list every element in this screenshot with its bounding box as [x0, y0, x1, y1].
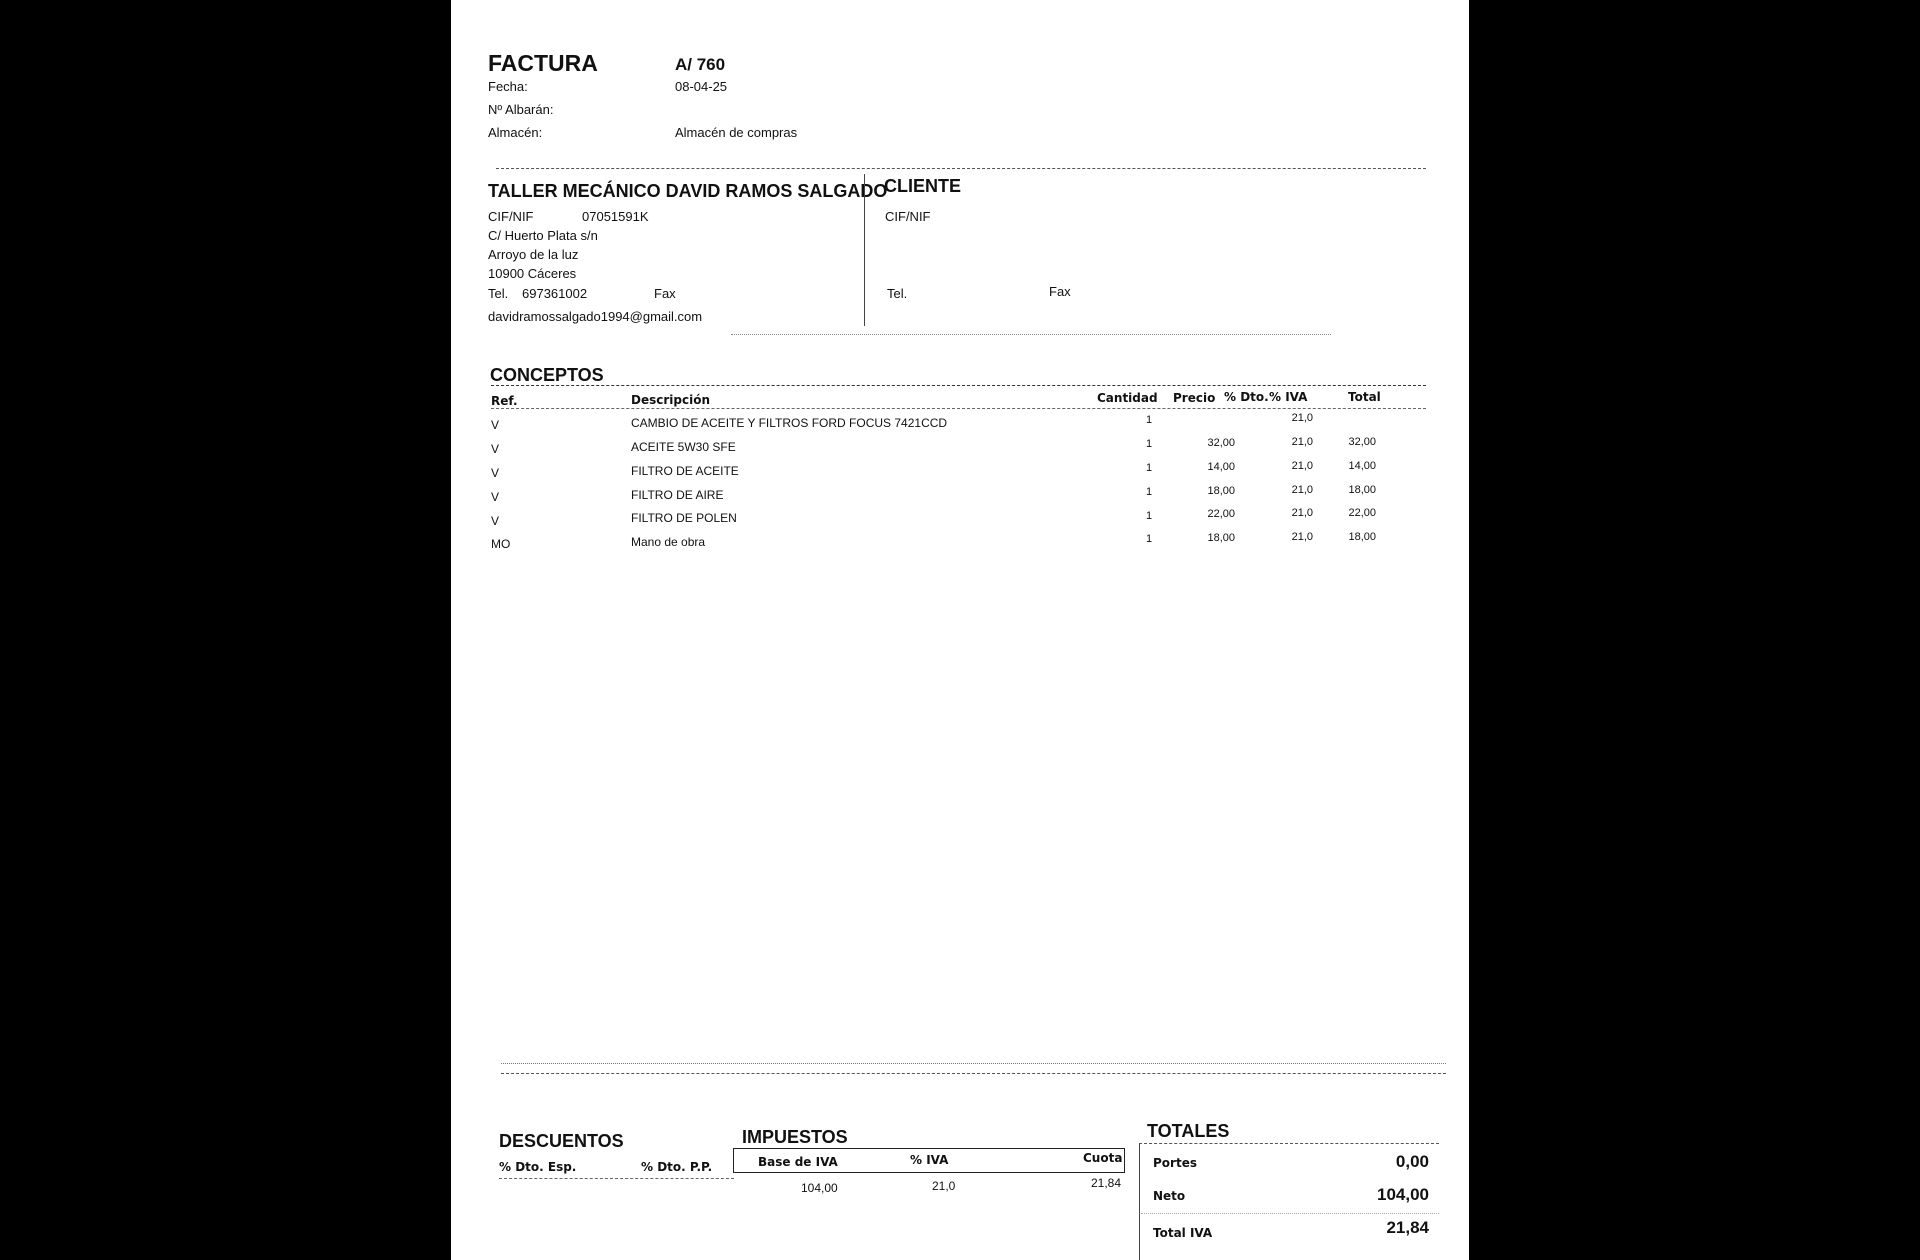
- tax-base-value: 104,00: [801, 1181, 838, 1195]
- issuer-tel-label: Tel.: [488, 286, 509, 301]
- issuer-cif-label: CIF/NIF: [488, 209, 534, 224]
- col-header-total: Total: [1348, 390, 1381, 404]
- date-value: 08-04-25: [675, 79, 728, 94]
- row-quantity: 1: [1146, 438, 1153, 450]
- row-description: Mano de obra: [631, 535, 706, 549]
- col-header-iva: % IVA: [1269, 390, 1308, 404]
- issuer-client-divider: [864, 174, 865, 326]
- row-total: 32,00: [1348, 436, 1376, 448]
- row-description: FILTRO DE AIRE: [631, 488, 724, 502]
- issuer-name: TALLER MECÁNICO DAVID RAMOS SALGADO: [488, 181, 888, 201]
- row-price: 14,00: [1207, 461, 1235, 473]
- total-iva-label: Total IVA: [1153, 1226, 1213, 1240]
- row-ref: V: [491, 466, 500, 480]
- issuer-address-city: 10900 Cáceres: [488, 266, 577, 281]
- client-fax-label: Fax: [1049, 284, 1071, 299]
- col-header-ref: Ref.: [491, 394, 518, 408]
- issuer-address-street: C/ Huerto Plata s/n: [488, 228, 598, 243]
- tax-base-label: Base de IVA: [758, 1155, 838, 1169]
- row-ref: V: [491, 490, 500, 504]
- row-ref: V: [491, 442, 500, 456]
- neto-value: 104,00: [1377, 1185, 1429, 1204]
- row-quantity: 1: [1146, 414, 1153, 426]
- discounts-rule: [499, 1178, 734, 1179]
- concepts-title: CONCEPTOS: [490, 365, 604, 385]
- row-ref: MO: [491, 537, 511, 551]
- col-header-price: Precio: [1173, 391, 1216, 405]
- row-price: 18,00: [1207, 532, 1235, 544]
- row-description: FILTRO DE ACEITE: [631, 464, 739, 478]
- row-iva: 21,0: [1291, 436, 1313, 448]
- footer-divider-top: [501, 1063, 1446, 1064]
- row-ref: V: [491, 514, 500, 528]
- issuer-tel-value: 697361002: [522, 286, 588, 301]
- invoice-number: A/ 760: [675, 55, 726, 74]
- portes-label: Portes: [1153, 1156, 1197, 1170]
- invoice-page: [451, 0, 1469, 1260]
- issuer-email: davidramossalgado1994@gmail.com: [488, 309, 703, 324]
- row-total: 18,00: [1348, 531, 1376, 543]
- row-price: 18,00: [1207, 485, 1235, 497]
- row-ref: V: [491, 418, 500, 432]
- date-label: Fecha:: [488, 79, 528, 94]
- row-price: 32,00: [1207, 437, 1235, 449]
- row-description: CAMBIO DE ACEITE Y FILTROS FORD FOCUS 7421CCD: [631, 416, 948, 430]
- row-quantity: 1: [1146, 533, 1153, 545]
- row-iva: 21,0: [1291, 460, 1313, 472]
- concepts-header-rule: [491, 408, 1426, 409]
- total-iva-value: 21,84: [1386, 1218, 1429, 1237]
- row-quantity: 1: [1146, 462, 1153, 474]
- tax-cuota-value: 21,84: [1091, 1176, 1122, 1190]
- neto-label: Neto: [1153, 1189, 1186, 1203]
- totals-title: TOTALES: [1147, 1121, 1230, 1141]
- totals-mid-rule: [1141, 1213, 1439, 1214]
- header-divider: [496, 168, 1426, 169]
- concepts-top-rule: [491, 385, 1426, 386]
- row-total: 18,00: [1348, 484, 1376, 496]
- row-iva: 21,0: [1291, 412, 1313, 424]
- client-tel-label: Tel.: [887, 286, 908, 301]
- row-quantity: 1: [1146, 486, 1153, 498]
- row-price: 22,00: [1207, 508, 1235, 520]
- row-description: FILTRO DE POLEN: [631, 511, 737, 525]
- issuer-fax-label: Fax: [654, 286, 676, 301]
- col-header-discount: % Dto.: [1224, 390, 1269, 404]
- footer-divider-bottom: [501, 1073, 1446, 1074]
- col-header-description: Descripción: [631, 393, 710, 407]
- col-header-quantity: Cantidad: [1097, 391, 1158, 405]
- totals-top-rule: [1139, 1143, 1439, 1144]
- row-description: ACEITE 5W30 SFE: [631, 440, 736, 454]
- delivery-note-label: Nº Albarán:: [488, 102, 554, 117]
- client-cif-label: CIF/NIF: [885, 209, 931, 224]
- tax-iva-value: 21,0: [932, 1179, 956, 1193]
- warehouse-value: Almacén de compras: [675, 125, 798, 140]
- row-total: 14,00: [1348, 460, 1376, 472]
- tax-iva-label: % IVA: [910, 1153, 949, 1167]
- discounts-title: DESCUENTOS: [499, 1131, 624, 1151]
- row-quantity: 1: [1146, 510, 1153, 522]
- taxes-title: IMPUESTOS: [742, 1127, 848, 1147]
- discount-pp-label: % Dto. P.P.: [641, 1160, 713, 1174]
- discount-special-label: % Dto. Esp.: [499, 1160, 577, 1174]
- row-iva: 21,0: [1291, 507, 1313, 519]
- row-total: 22,00: [1348, 507, 1376, 519]
- tax-cuota-label: Cuota: [1083, 1151, 1123, 1165]
- totals-left-rule: [1139, 1143, 1140, 1260]
- issuer-address-town: Arroyo de la luz: [488, 247, 579, 262]
- portes-value: 0,00: [1395, 1152, 1429, 1171]
- row-iva: 21,0: [1291, 531, 1313, 543]
- row-iva: 21,0: [1291, 484, 1313, 496]
- issuer-cif-value: 07051591K: [582, 209, 649, 224]
- warehouse-label: Almacén:: [488, 125, 543, 140]
- client-title: CLIENTE: [884, 176, 962, 196]
- address-block-divider: [731, 334, 1331, 335]
- invoice-title: FACTURA: [488, 50, 598, 76]
